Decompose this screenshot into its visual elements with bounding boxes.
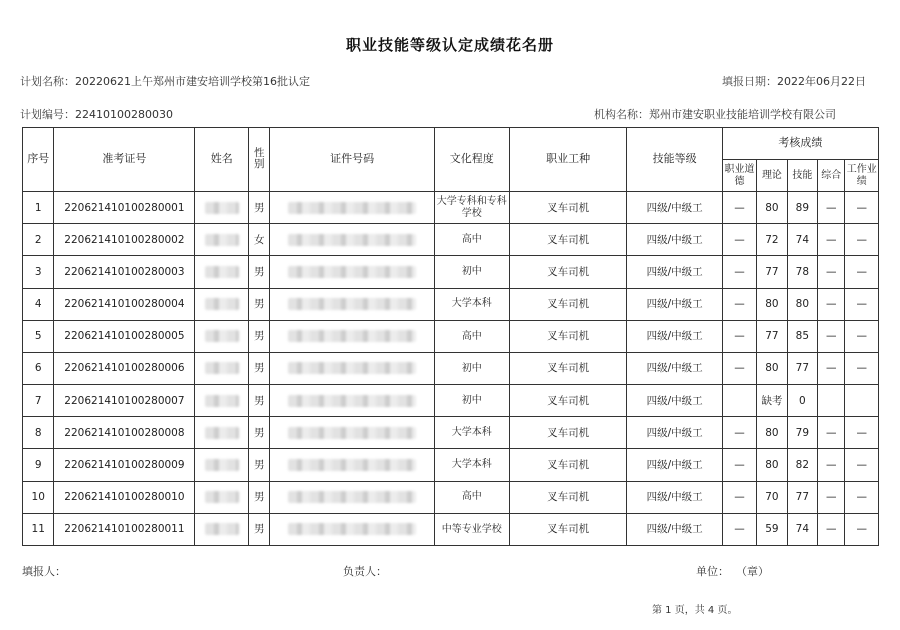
cell-education: 大学本科 — [434, 288, 509, 320]
cell-ethics — [722, 385, 756, 417]
fill-date — [722, 73, 866, 89]
table-row — [23, 449, 879, 481]
cell-theory: 80 — [757, 449, 787, 481]
cell-ethics: — — [722, 417, 756, 449]
redacted-block — [205, 427, 239, 439]
cell-gender: 男 — [249, 449, 270, 481]
cell-seq: 10 — [23, 481, 54, 513]
cell-performance: — — [845, 513, 879, 545]
header-skill: 技能 — [787, 160, 817, 192]
unit-label: 单位： — [696, 565, 729, 578]
cell-seq: 4 — [23, 288, 54, 320]
cell-seq: 11 — [23, 513, 54, 545]
cell-gender: 男 — [249, 320, 270, 352]
redacted-block — [205, 395, 239, 407]
cell-ethics: — — [722, 481, 756, 513]
cell-theory: 80 — [757, 417, 787, 449]
org-name — [594, 106, 836, 122]
cell-id-no — [270, 224, 434, 256]
redacted-block — [205, 298, 239, 310]
table-row — [23, 320, 879, 352]
cell-overall: — — [818, 417, 845, 449]
cell-exam-no: 220621410100280007 — [54, 385, 195, 417]
cell-name — [195, 256, 249, 288]
cell-occupation: 叉车司机 — [509, 288, 627, 320]
cell-overall: — — [818, 481, 845, 513]
cell-skill: 0 — [787, 385, 817, 417]
fill-date-value: 2022年06月22日 — [777, 75, 866, 88]
cell-ethics: — — [722, 320, 756, 352]
cell-theory: 59 — [757, 513, 787, 545]
cell-performance: — — [845, 192, 879, 224]
redacted-block — [288, 459, 416, 471]
cell-gender: 男 — [249, 385, 270, 417]
cell-id-no — [270, 288, 434, 320]
cell-level: 四级/中级工 — [627, 224, 722, 256]
cell-education: 高中 — [434, 320, 509, 352]
score-table — [22, 127, 879, 546]
cell-id-no — [270, 192, 434, 224]
cell-seq: 6 — [23, 352, 54, 384]
cell-theory: 77 — [757, 256, 787, 288]
cell-id-no — [270, 417, 434, 449]
cell-seq: 5 — [23, 320, 54, 352]
redacted-block — [288, 298, 416, 310]
header-performance: 工作业绩 — [845, 160, 879, 192]
table-body — [23, 192, 879, 546]
cell-gender: 男 — [249, 288, 270, 320]
redacted-block — [288, 491, 416, 503]
cell-name — [195, 481, 249, 513]
cell-overall: — — [818, 256, 845, 288]
header-seq: 序号 — [23, 128, 54, 192]
cell-level: 四级/中级工 — [627, 417, 722, 449]
cell-occupation: 叉车司机 — [509, 481, 627, 513]
cell-ethics: — — [722, 449, 756, 481]
cell-gender: 男 — [249, 417, 270, 449]
redacted-block — [205, 202, 239, 214]
header-gender-text: 性别 — [254, 146, 265, 171]
stamp-label: （章） — [736, 565, 769, 578]
cell-performance: — — [845, 224, 879, 256]
cell-seq: 9 — [23, 449, 54, 481]
cell-education: 大学专科和专科学校 — [434, 192, 509, 224]
cell-level: 四级/中级工 — [627, 288, 722, 320]
cell-occupation: 叉车司机 — [509, 320, 627, 352]
cell-id-no — [270, 352, 434, 384]
cell-name — [195, 352, 249, 384]
cell-overall: — — [818, 288, 845, 320]
cell-level: 四级/中级工 — [627, 256, 722, 288]
cell-education: 大学本科 — [434, 449, 509, 481]
cell-ethics: — — [722, 256, 756, 288]
cell-education: 大学本科 — [434, 417, 509, 449]
cell-gender: 男 — [249, 352, 270, 384]
redacted-block — [288, 523, 416, 535]
cell-performance: — — [845, 288, 879, 320]
table-row — [23, 352, 879, 384]
cell-level: 四级/中级工 — [627, 320, 722, 352]
table-row — [23, 224, 879, 256]
header-exam-no: 准考证号 — [54, 128, 195, 192]
redacted-block — [288, 427, 416, 439]
cell-id-no — [270, 481, 434, 513]
cell-skill: 77 — [787, 352, 817, 384]
cell-performance: — — [845, 481, 879, 513]
cell-gender: 男 — [249, 513, 270, 545]
redacted-block — [205, 330, 239, 342]
header-skill-level: 技能等级 — [627, 128, 722, 192]
cell-ethics: — — [722, 288, 756, 320]
header-id-no: 证件号码 — [270, 128, 434, 192]
cell-ethics: — — [722, 192, 756, 224]
table-row — [23, 481, 879, 513]
cell-skill: 85 — [787, 320, 817, 352]
cell-seq: 7 — [23, 385, 54, 417]
cell-name — [195, 449, 249, 481]
cell-name — [195, 385, 249, 417]
cell-overall: — — [818, 513, 845, 545]
plan-number-value: 22410100280030 — [75, 108, 173, 121]
cell-performance: — — [845, 320, 879, 352]
filler: 填报人： — [22, 565, 66, 578]
table-row — [23, 417, 879, 449]
cell-level: 四级/中级工 — [627, 385, 722, 417]
cell-level: 四级/中级工 — [627, 513, 722, 545]
cell-id-no — [270, 449, 434, 481]
cell-seq: 3 — [23, 256, 54, 288]
cell-gender: 男 — [249, 256, 270, 288]
cell-performance: — — [845, 352, 879, 384]
redacted-block — [205, 362, 239, 374]
redacted-block — [205, 491, 239, 503]
redacted-block — [205, 523, 239, 535]
responsible: 负责人： — [343, 565, 387, 578]
cell-ethics: — — [722, 513, 756, 545]
cell-exam-no: 220621410100280011 — [54, 513, 195, 545]
cell-ethics: — — [722, 352, 756, 384]
cell-level: 四级/中级工 — [627, 481, 722, 513]
table-row — [23, 385, 879, 417]
cell-seq: 8 — [23, 417, 54, 449]
cell-theory: 80 — [757, 288, 787, 320]
cell-ethics: — — [722, 224, 756, 256]
cell-exam-no: 220621410100280008 — [54, 417, 195, 449]
cell-overall: — — [818, 224, 845, 256]
redacted-block — [205, 266, 239, 278]
cell-overall: — — [818, 449, 845, 481]
cell-occupation: 叉车司机 — [509, 449, 627, 481]
cell-name — [195, 417, 249, 449]
header-theory: 理论 — [757, 160, 787, 192]
cell-education: 初中 — [434, 385, 509, 417]
redacted-block — [288, 395, 416, 407]
cell-exam-no: 220621410100280001 — [54, 192, 195, 224]
plan-name — [20, 73, 310, 89]
cell-skill: 82 — [787, 449, 817, 481]
plan-name-label: 计划名称： — [20, 75, 75, 88]
cell-id-no — [270, 320, 434, 352]
table-row — [23, 192, 879, 224]
cell-education: 高中 — [434, 481, 509, 513]
cell-skill: 89 — [787, 192, 817, 224]
cell-seq: 2 — [23, 224, 54, 256]
unit — [696, 563, 769, 579]
cell-exam-no: 220621410100280002 — [54, 224, 195, 256]
cell-name — [195, 224, 249, 256]
cell-id-no — [270, 513, 434, 545]
cell-education: 中等专业学校 — [434, 513, 509, 545]
cell-theory: 72 — [757, 224, 787, 256]
plan-number — [20, 106, 173, 122]
cell-theory: 70 — [757, 481, 787, 513]
cell-performance: — — [845, 417, 879, 449]
cell-overall: — — [818, 192, 845, 224]
header-ethics: 职业道德 — [722, 160, 756, 192]
cell-occupation: 叉车司机 — [509, 192, 627, 224]
cell-occupation: 叉车司机 — [509, 513, 627, 545]
redacted-block — [288, 202, 416, 214]
redacted-block — [288, 234, 416, 246]
cell-exam-no: 220621410100280004 — [54, 288, 195, 320]
redacted-block — [205, 234, 239, 246]
cell-education: 初中 — [434, 352, 509, 384]
redacted-block — [288, 266, 416, 278]
cell-name — [195, 320, 249, 352]
cell-theory: 缺考 — [757, 385, 787, 417]
header-row-1 — [23, 128, 879, 160]
cell-skill: 77 — [787, 481, 817, 513]
cell-education: 初中 — [434, 256, 509, 288]
cell-gender: 女 — [249, 224, 270, 256]
cell-skill: 74 — [787, 513, 817, 545]
cell-exam-no: 220621410100280006 — [54, 352, 195, 384]
cell-skill: 80 — [787, 288, 817, 320]
cell-exam-no: 220621410100280010 — [54, 481, 195, 513]
redacted-block — [288, 362, 416, 374]
cell-seq: 1 — [23, 192, 54, 224]
document-title: 职业技能等级认定成绩花名册 — [345, 36, 554, 54]
cell-performance: — — [845, 256, 879, 288]
cell-performance — [845, 385, 879, 417]
cell-overall — [818, 385, 845, 417]
cell-name — [195, 192, 249, 224]
cell-overall: — — [818, 352, 845, 384]
cell-level: 四级/中级工 — [627, 449, 722, 481]
cell-theory: 77 — [757, 320, 787, 352]
redacted-block — [288, 330, 416, 342]
cell-skill: 78 — [787, 256, 817, 288]
cell-skill: 74 — [787, 224, 817, 256]
cell-name — [195, 513, 249, 545]
cell-theory: 80 — [757, 352, 787, 384]
fill-date-label: 填报日期： — [722, 75, 777, 88]
header-occupation: 职业工种 — [509, 128, 627, 192]
header-education: 文化程度 — [434, 128, 509, 192]
org-name-value: 郑州市建安职业技能培训学校有限公司 — [649, 108, 836, 121]
header-name: 姓名 — [195, 128, 249, 192]
cell-occupation: 叉车司机 — [509, 256, 627, 288]
cell-occupation: 叉车司机 — [509, 352, 627, 384]
cell-occupation: 叉车司机 — [509, 417, 627, 449]
plan-number-label: 计划编号： — [20, 108, 75, 121]
cell-theory: 80 — [757, 192, 787, 224]
table-row — [23, 256, 879, 288]
cell-name — [195, 288, 249, 320]
table-row — [23, 513, 879, 545]
cell-gender: 男 — [249, 481, 270, 513]
cell-level: 四级/中级工 — [627, 352, 722, 384]
cell-level: 四级/中级工 — [627, 192, 722, 224]
redacted-block — [205, 459, 239, 471]
cell-occupation: 叉车司机 — [509, 385, 627, 417]
cell-id-no — [270, 256, 434, 288]
cell-overall: — — [818, 320, 845, 352]
cell-exam-no: 220621410100280003 — [54, 256, 195, 288]
cell-exam-no: 220621410100280009 — [54, 449, 195, 481]
header-gender — [249, 128, 270, 192]
cell-id-no — [270, 385, 434, 417]
cell-skill: 79 — [787, 417, 817, 449]
cell-occupation: 叉车司机 — [509, 224, 627, 256]
header-overall: 综合 — [818, 160, 845, 192]
org-name-label: 机构名称： — [594, 108, 649, 121]
header-scores: 考核成绩 — [722, 128, 878, 160]
page-info: 第 1 页，共 4 页。 — [652, 605, 738, 616]
table-row — [23, 288, 879, 320]
cell-performance: — — [845, 449, 879, 481]
cell-gender: 男 — [249, 192, 270, 224]
cell-exam-no: 220621410100280005 — [54, 320, 195, 352]
plan-name-value: 20220621上午郑州市建安培训学校第16批认定 — [75, 75, 310, 88]
cell-education: 高中 — [434, 224, 509, 256]
